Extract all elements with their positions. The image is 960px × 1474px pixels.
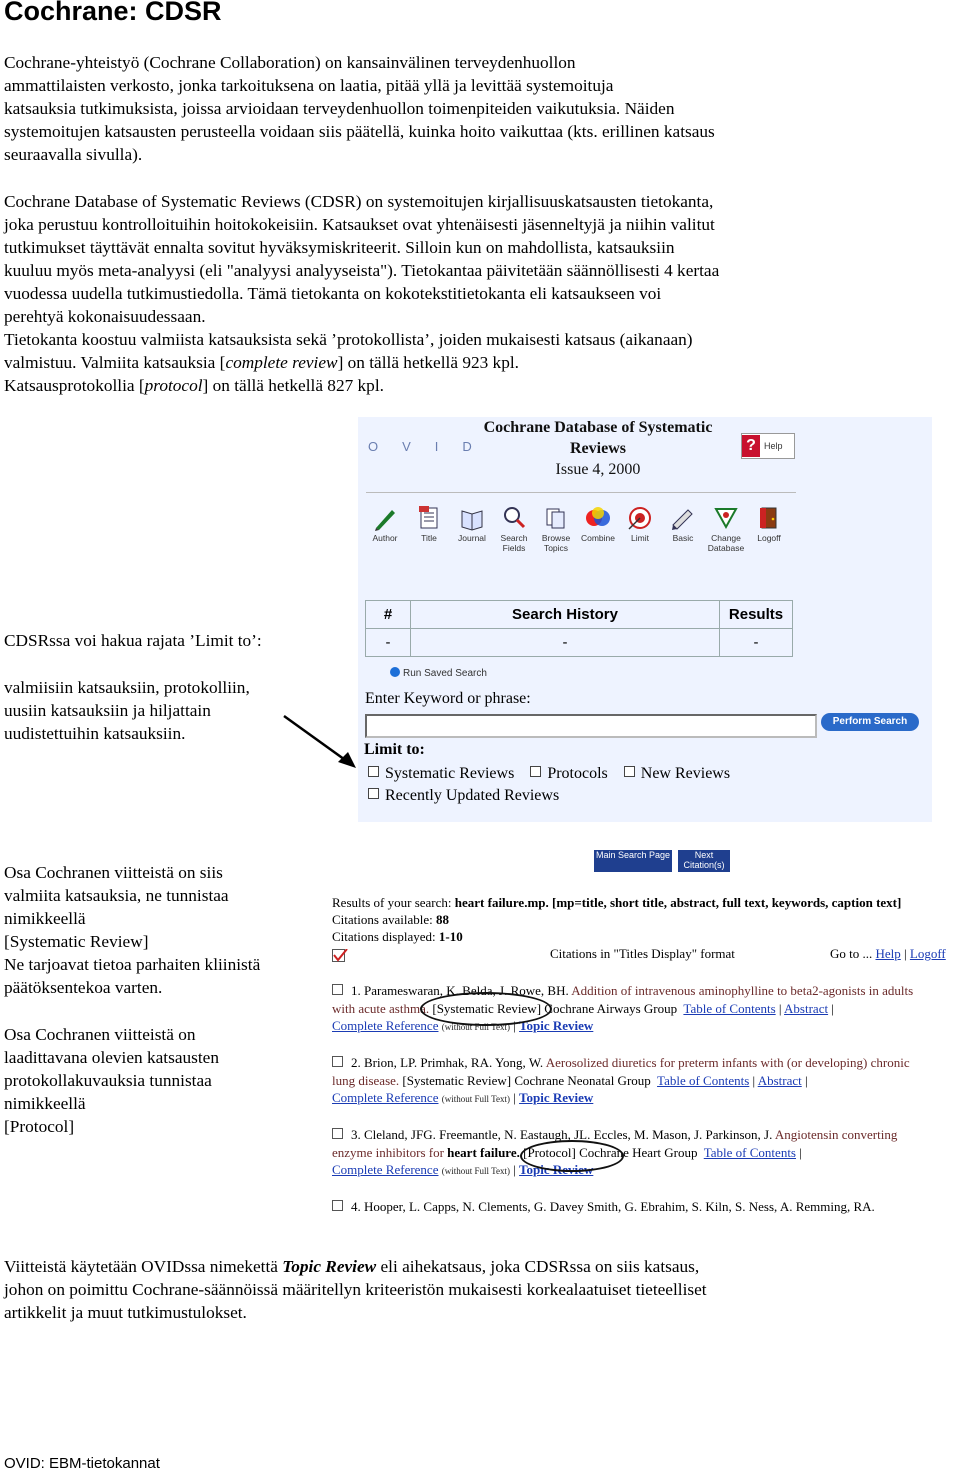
toolbar-divider — [366, 492, 796, 493]
displayed-range: 1-10 — [438, 929, 463, 944]
record-checkbox[interactable] — [332, 1056, 343, 1067]
logoff-link[interactable]: Logoff — [909, 946, 946, 961]
logoff-tool-button[interactable] — [748, 505, 790, 543]
note-line: Osa Cochranen viitteistä on siis — [4, 863, 223, 882]
tool-label: Journal — [458, 533, 486, 543]
closing-line: johon on poimittu Cochrane-säännöissä määritellyn kriteeristön mukaisesti korkealaatuiset tieteelliset — [4, 1280, 707, 1299]
results-query: heart failure.mp. [mp=title, short title, abstract, full text, keywords, caption text] — [454, 895, 902, 910]
checkbox[interactable] — [368, 766, 379, 777]
record-1-line-1 — [332, 983, 913, 999]
limit-label-text: New Reviews — [640, 765, 731, 782]
tool-label: Limit — [631, 533, 649, 543]
main-search-page-button[interactable] — [594, 850, 672, 872]
run-saved-search-link[interactable] — [390, 667, 487, 679]
record-title: Aerosolized diuretics for preterm infants with (or developing) chronic — [545, 1055, 910, 1070]
tool-label: Change Database — [707, 533, 745, 553]
database-title — [458, 417, 738, 480]
limit-note-line: uusiin katsauksiin ja hiljattain — [4, 701, 211, 720]
help-link[interactable]: Help — [875, 946, 901, 961]
book-icon — [459, 505, 485, 531]
citations-displayed-line — [332, 929, 463, 945]
complete-reference-link[interactable]: Complete Reference — [332, 1162, 439, 1177]
count-line-protocols: Katsausprotokollia [protocol] on tällä hetkellä 827 kpl. — [4, 376, 384, 395]
tool-label: Title — [421, 533, 437, 543]
checkbox[interactable] — [530, 766, 541, 777]
description-line: vuodessa uudella tutkimustiedolla. Tämä tietokanta on kokotekstitietokanta eli katsaukseen voi — [4, 284, 662, 303]
page-footer: OVID: EBM-tietokannat — [4, 1455, 160, 1472]
pencil-icon — [670, 505, 696, 531]
protocol-note — [4, 1023, 219, 1138]
intro-line: seuraavalla sivulla). — [4, 145, 143, 164]
limit-note — [4, 676, 250, 745]
history-cell: - — [411, 629, 720, 657]
history-header-number: # — [366, 601, 411, 629]
record-authors: 1. Parameswaran, K. Belda, J. Rowe, BH. — [351, 983, 569, 998]
limit-label-text: Systematic Reviews — [385, 765, 515, 782]
record-2-line-2: lung disease. [Systematic Review] Cochrane Neonatal Group Table of Contents | Abstract | — [332, 1073, 808, 1088]
history-header-row — [366, 601, 793, 629]
topic-review-term: Topic Review — [282, 1257, 377, 1276]
limit-row — [368, 787, 559, 805]
toc-link[interactable]: Table of Contents — [683, 1001, 776, 1016]
record-authors: 3. Cleland, JFG. Freemantle, N. Eastaugh, JL. Eccles, M. Mason, J. Parkinson, J. — [351, 1127, 773, 1142]
description-line: tutkimukset täyttävät ennalta sovitut hyväksymiskriteerit. Silloin kun on mahdollista, katsauksiin — [4, 238, 675, 257]
format-note: Citations in "Titles Display" format — [550, 946, 735, 961]
tool-label: Basic — [672, 533, 694, 543]
citations-available-line — [332, 912, 449, 928]
record-group: Cochrane Neonatal Group — [514, 1073, 651, 1088]
limit-tool-button[interactable] — [619, 505, 661, 543]
record-authors: 2. Brion, LP. Primhak, RA. Yong, W. — [351, 1055, 544, 1070]
checkbox[interactable] — [624, 766, 635, 777]
search-history-table — [365, 600, 793, 657]
highlight-circle — [420, 992, 552, 1026]
change-database-tool-button[interactable] — [705, 505, 747, 553]
limit-systematic-reviews[interactable] — [368, 765, 514, 782]
history-header-search: Search History — [411, 601, 720, 629]
history-cell: - — [720, 629, 793, 657]
combine-circles-icon — [585, 505, 611, 531]
next-citations-button[interactable] — [678, 850, 730, 872]
title-tool-button[interactable] — [408, 505, 450, 543]
door-icon — [756, 505, 782, 531]
ovid-results-screenshot — [322, 847, 946, 1215]
record-title-cont: with acute asthma. — [332, 1001, 430, 1016]
intro-line: systemoitujen katsausten perusteella voidaan siis päätellä, kuinka hoito vaikuttaa (kts. erillinen katsaus — [4, 122, 715, 141]
journal-tool-button[interactable] — [451, 505, 493, 543]
closing-paragraph — [4, 1255, 954, 1324]
results-query-line — [332, 895, 901, 911]
main-search-label: Main Search Page — [595, 850, 671, 860]
available-label: Citations available: — [332, 912, 433, 927]
no-full-text-note: (without Full Text) — [441, 1094, 510, 1104]
record-1-line-3: Complete Reference (without Full Text) | Topic Review — [332, 1018, 594, 1033]
description-line: joka perustuu kontrolloituihin hoitokokeisiin. Katsaukset ovat yhtenäisesti jäsenneltyjä ja niihin valitut — [4, 215, 715, 234]
description-line: Tietokanta koostuu valmiista katsauksista sekä ’protokollista’, joiden mukaisesti katsaus (aikanaan) — [4, 330, 693, 349]
basic-tool-button[interactable] — [662, 505, 704, 543]
combine-tool-button[interactable] — [577, 505, 619, 543]
description-line: Cochrane Database of Systematic Reviews (CDSR) on systemoitujen kirjallisuuskatsausten tietokanta, — [4, 192, 714, 211]
closing-line: artikkelit ja muut tutkimustulokset. — [4, 1303, 247, 1322]
limit-recently-updated[interactable] — [368, 787, 559, 804]
intro-line: ammattilaisten verkosto, jonka tarkoituksena on laatia, pitää yllä ja levittää systemoituja — [4, 76, 614, 95]
record-authors: 4. Hooper, L. Capps, N. Clements, G. Davey Smith, G. Ebrahim, S. Kiln, S. Ness, A. Remming, RA. — [351, 1199, 875, 1214]
note-line: laadittavana olevien katsausten — [4, 1048, 219, 1067]
no-full-text-note: (without Full Text) — [441, 1166, 510, 1176]
limit-label: Limit to: — [364, 741, 425, 758]
help-label: Help — [764, 441, 783, 451]
intro-line: Cochrane-yhteistyö (Cochrane Collaboration) on kansainvälinen terveydenhuollon — [4, 53, 576, 72]
record-title: Addition of intravenous aminophylline to beta2-agonists in adults — [571, 983, 914, 998]
keyword-label: Enter Keyword or phrase: — [365, 690, 531, 707]
record-2-line-3: Complete Reference (without Full Text) | Topic Review — [332, 1090, 594, 1105]
limit-label-text: Protocols — [547, 765, 608, 782]
record-group: Cochrane Airways Group — [544, 1001, 678, 1016]
run-saved-label: Run Saved Search — [403, 668, 487, 679]
topic-review-link[interactable]: Topic Review — [519, 1018, 594, 1033]
search-fields-tool-button[interactable] — [493, 505, 535, 553]
topic-review-link[interactable]: Topic Review — [519, 1162, 594, 1177]
keyword-input[interactable] — [365, 714, 817, 738]
complete-reference-link[interactable]: Complete Reference — [332, 1090, 439, 1105]
record-tag: [Systematic Review] — [432, 1001, 542, 1016]
record-checkbox[interactable] — [332, 1200, 343, 1211]
help-icon: ? — [742, 435, 760, 457]
note-line: protokollakuvauksia tunnistaa — [4, 1071, 212, 1090]
database-switch-icon — [713, 505, 739, 531]
tool-label: Browse Topics — [541, 533, 571, 553]
topic-review-link[interactable]: Topic Review — [519, 1090, 594, 1105]
record-4-line-1 — [332, 1199, 875, 1215]
record-1-line-2: with acute asthma. [Systematic Review] Cochrane Airways Group Table of Contents | Abstract | — [332, 1001, 834, 1016]
toc-link[interactable]: Table of Contents — [703, 1145, 796, 1160]
next-citations-label: Next Citation(s) — [683, 850, 725, 870]
database-title-line: Cochrane Database of Systematic — [483, 419, 713, 436]
limit-note-line: uudistettuihin katsauksiin. — [4, 724, 186, 743]
no-full-text-note: (without Full Text) — [441, 1022, 510, 1032]
record-title: Angiotensin converting — [774, 1127, 898, 1142]
record-title-highlight: heart failure. — [447, 1145, 520, 1160]
history-header-results: Results — [720, 601, 793, 629]
abstract-link[interactable]: Abstract — [757, 1073, 802, 1088]
record-3-line-3: Complete Reference (without Full Text) | Topic Review — [332, 1162, 594, 1177]
record-group: Cochrane Heart Group — [579, 1145, 698, 1160]
intro-paragraph — [4, 51, 954, 166]
help-button[interactable] — [741, 433, 795, 459]
goto-label: Go to ... — [830, 946, 873, 961]
database-title-line: Reviews — [570, 440, 626, 457]
limit-note-heading-text: CDSRssa voi hakua rajata ’Limit to’: — [4, 631, 262, 650]
record-3-line-1 — [332, 1127, 897, 1143]
note-line: Ne tarjoavat tietoa parhaiten kliinistä — [4, 955, 261, 974]
document-icon — [416, 505, 442, 531]
description-line: kuuluu myös meta-analyysi (eli "analyysi analyyseista"). Tietokantaa päivitetään säännöllisesti 4 kertaa — [4, 261, 720, 280]
displayed-label: Citations displayed: — [332, 929, 436, 944]
description-paragraph — [4, 190, 954, 397]
tool-label: Logoff — [757, 533, 781, 543]
limit-row — [368, 765, 730, 783]
target-icon — [627, 505, 653, 531]
limit-protocols[interactable] — [530, 765, 607, 782]
author-tool-button[interactable] — [364, 505, 406, 543]
perform-search-button[interactable]: Perform Search — [821, 713, 919, 731]
ovid-search-screenshot — [358, 417, 932, 822]
pen-icon — [372, 505, 398, 531]
tool-label: Author — [372, 533, 398, 543]
note-line: valmiita katsauksia, ne tunnistaa — [4, 886, 229, 905]
limit-label-text: Recently Updated Reviews — [385, 787, 560, 804]
record-3-line-2: enzyme inhibitors for heart failure. [Protocol] Cochrane Heart Group Table of Contents | — [332, 1145, 802, 1160]
history-row — [366, 629, 793, 657]
browse-icon — [543, 505, 569, 531]
systematic-review-note — [4, 861, 260, 999]
intro-line: katsauksia tutkimuksista, joissa arvioidaan terveydenhuollon toimenpiteiden vaikutuksia. Näiden — [4, 99, 675, 118]
results-label: Results of your search: — [332, 895, 452, 910]
record-title-cont: enzyme inhibitors for — [332, 1145, 444, 1160]
ovid-logo: OVID — [368, 439, 496, 454]
toc-link[interactable]: Table of Contents — [657, 1073, 750, 1088]
browse-topics-tool-button[interactable] — [535, 505, 577, 553]
note-line: [Protocol] — [4, 1117, 75, 1136]
note-line: päätöksentekoa varten. — [4, 978, 163, 997]
record-title-cont: lung disease. — [332, 1073, 400, 1088]
note-line: [Systematic Review] — [4, 932, 149, 951]
limit-note-heading — [4, 629, 262, 652]
count-line-reviews: valmistuu. Valmiita katsauksia [complete review] on tällä hetkellä 923 kpl. — [4, 353, 519, 372]
tool-label: Search Fields — [500, 533, 528, 553]
highlight-circle — [520, 1140, 624, 1172]
limit-note-line: valmiisiin katsauksiin, protokolliin, — [4, 678, 250, 697]
goto-bar: Go to ... Help | Logoff — [830, 946, 946, 961]
note-line: Osa Cochranen viitteistä on — [4, 1025, 196, 1044]
record-checkbox[interactable] — [332, 1128, 343, 1139]
abstract-link[interactable]: Abstract — [784, 1001, 829, 1016]
record-tag: [Systematic Review] — [402, 1073, 512, 1088]
limit-new-reviews[interactable] — [624, 765, 730, 782]
note-line: nimikkeellä — [4, 1094, 86, 1113]
checkbox[interactable] — [368, 788, 379, 799]
available-count: 88 — [435, 912, 449, 927]
tool-label: Combine — [580, 533, 616, 543]
closing-line: Viitteistä käytetään OVIDssa nimekettä Topic Review eli aihekatsaus, joka CDSRssa on siis katsaus, — [4, 1257, 700, 1276]
page-title: Cochrane: CDSR — [4, 0, 222, 26]
check-icon — [332, 949, 348, 963]
arrow-icon — [280, 710, 360, 772]
magnifier-icon — [501, 505, 527, 531]
record-checkbox[interactable] — [332, 984, 343, 995]
record-tag: [Protocol] — [523, 1145, 576, 1160]
description-line: perehtyä kokonaisuudessaan. — [4, 307, 206, 326]
complete-reference-link[interactable]: Complete Reference — [332, 1018, 439, 1033]
run-icon — [390, 667, 400, 677]
record-2-line-1 — [332, 1055, 910, 1071]
note-line: nimikkeellä — [4, 909, 86, 928]
history-cell: - — [366, 629, 411, 657]
database-issue: Issue 4, 2000 — [555, 461, 641, 478]
